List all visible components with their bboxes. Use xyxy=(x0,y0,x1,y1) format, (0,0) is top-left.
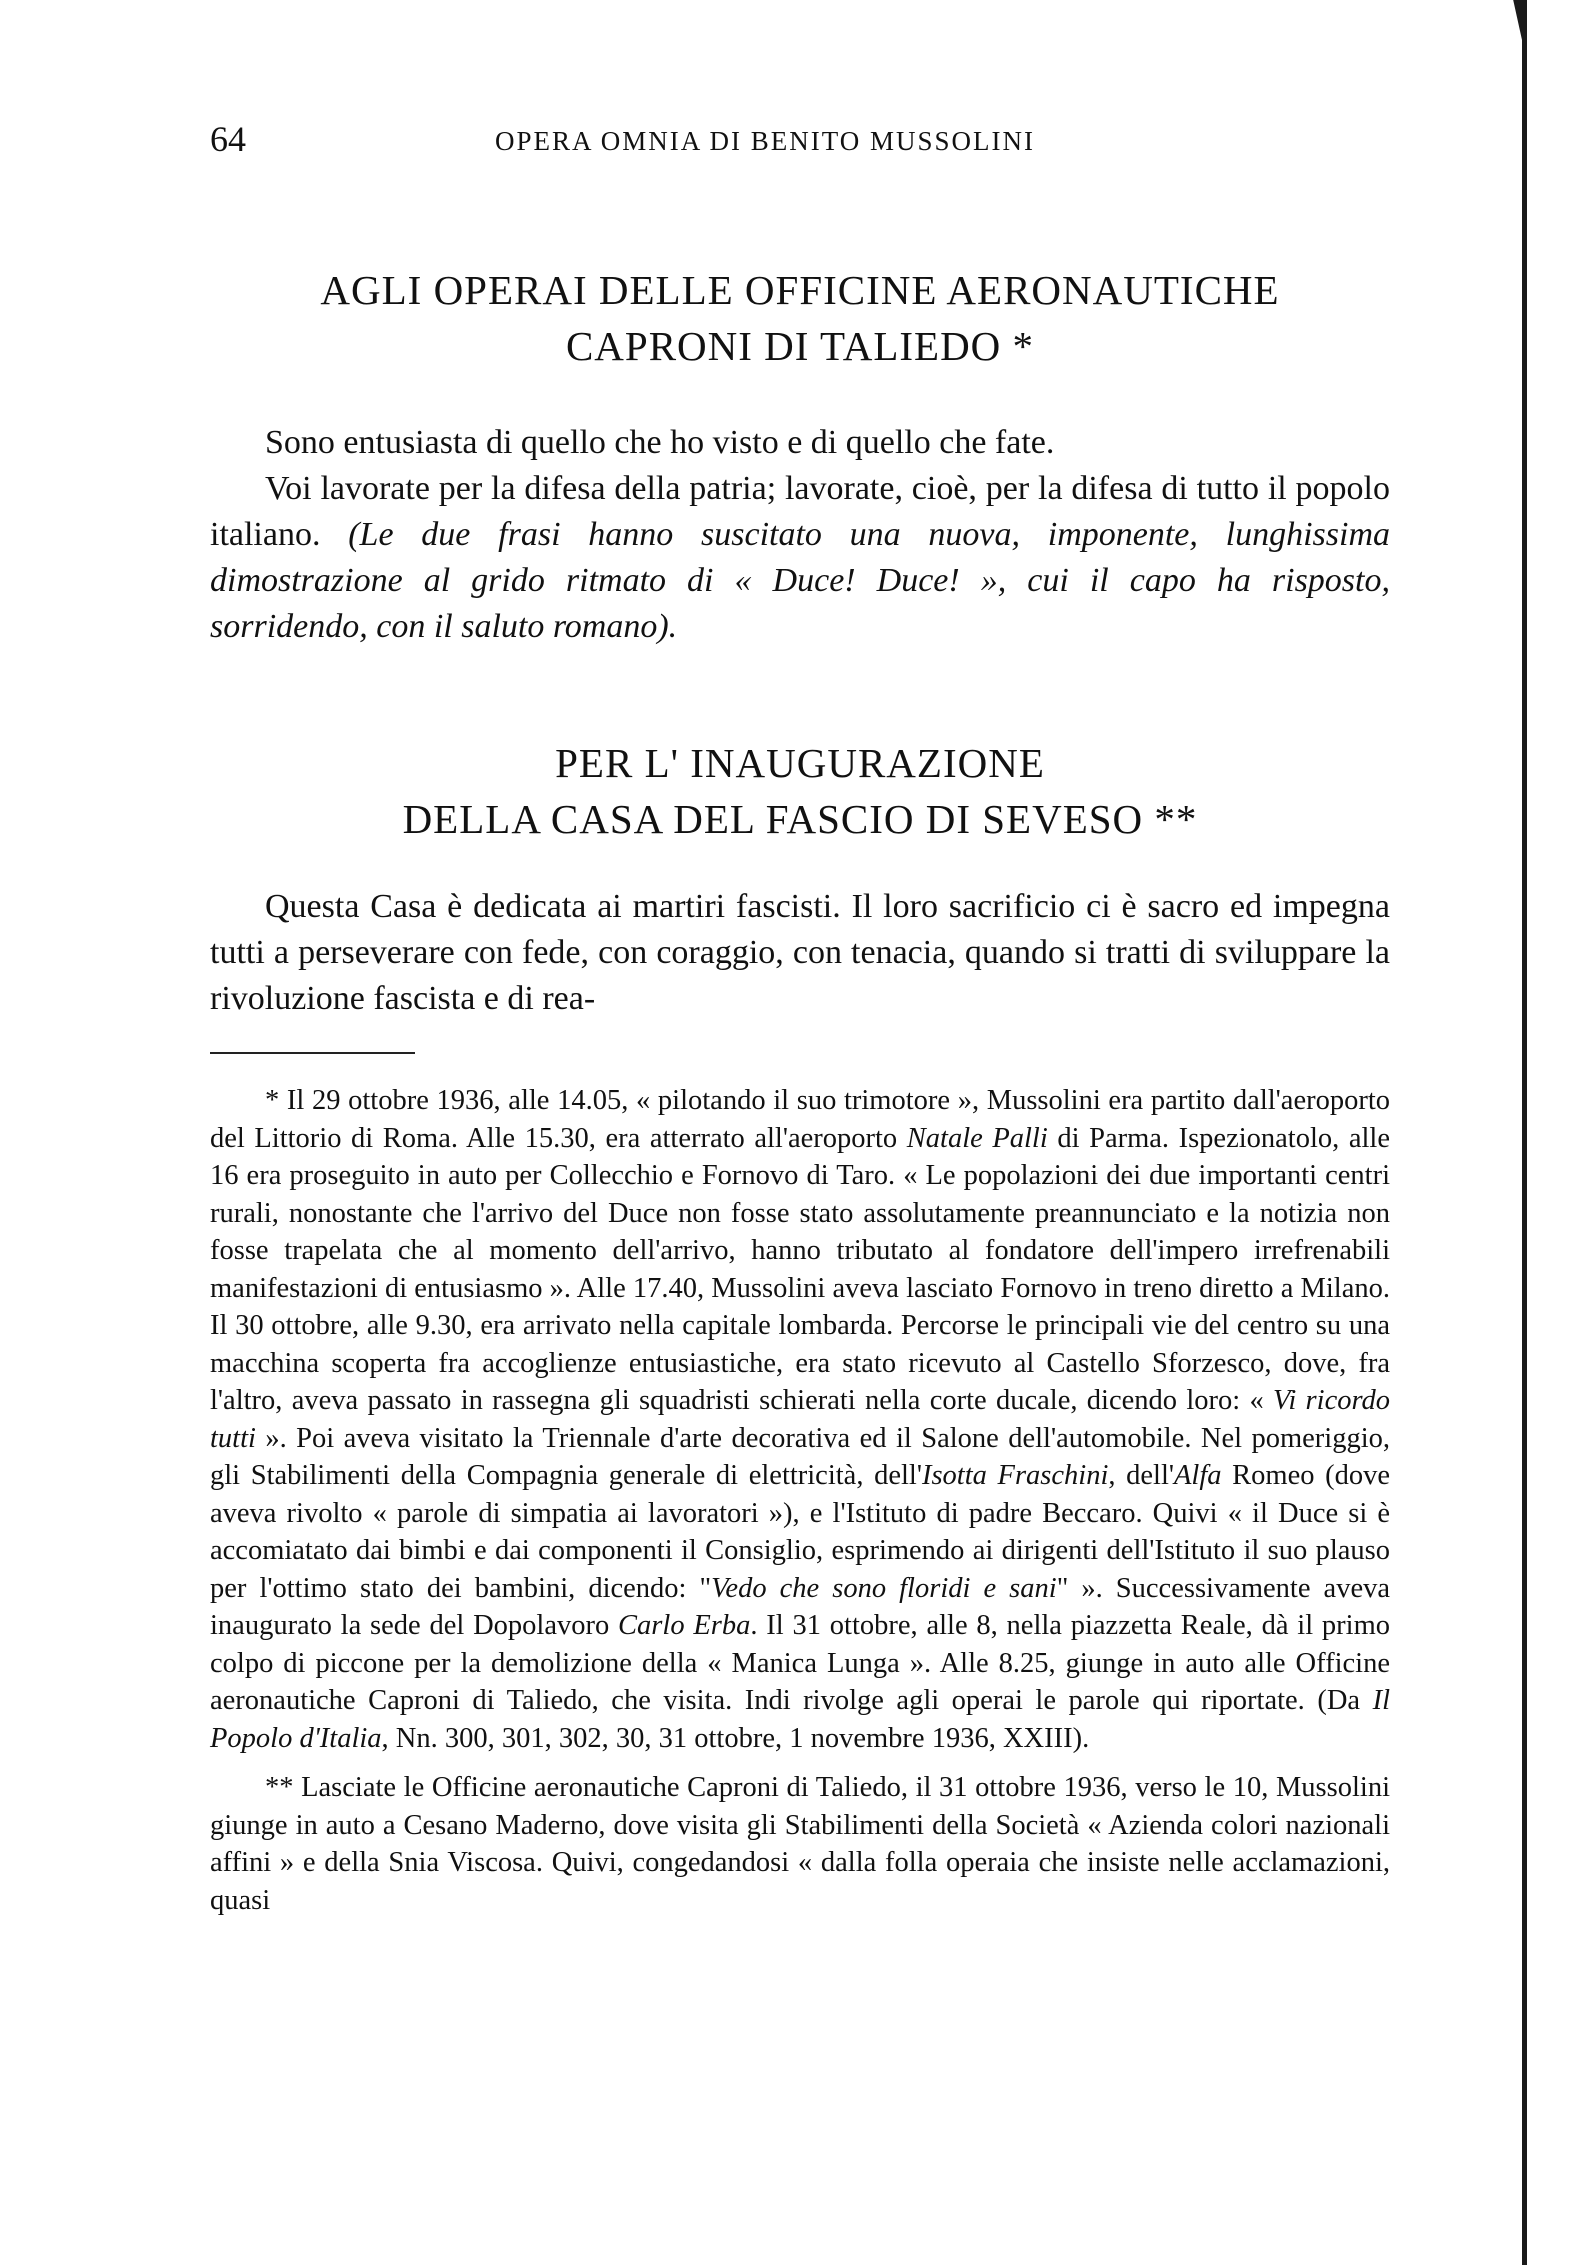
footnote-italic: Natale Palli xyxy=(906,1122,1048,1154)
footnote-text: . Il 31 ottobre, alle 8, nella piazzetta Reale, dà il primo colpo di piccone per la demolizione della « Manica Lunga ». Alle 8.25, giunge in auto alle Officine aeronautiche Caproni di Taliedo, che visita. Indi rivolge agli operai le parole qui riportate. (Da xyxy=(210,1610,1391,1716)
paragraph-text: Sono entusiasta di quello che ho visto e di quello che fate. xyxy=(265,424,1055,461)
section-title-line: PER L' INAUGURAZIONE xyxy=(555,740,1045,786)
paragraph-text: Voi lavorate per la difesa della patria; lavorate, cioè, per la difesa di tutto il popolo italiano. xyxy=(210,470,1390,553)
footnote-italic: Il Popolo d'Italia xyxy=(210,1685,1390,1754)
footnote-italic: Isotta Fraschini xyxy=(921,1460,1109,1491)
section-title-line: AGLI OPERAI DELLE OFFICINE AERONAUTICHE xyxy=(320,267,1280,313)
section-title-seveso xyxy=(210,735,1390,847)
paragraph xyxy=(210,884,1390,1022)
footnote-2 xyxy=(210,1769,1390,1919)
paragraph-text: Questa Casa è dedicata ai martiri fascisti. Il loro sacrificio ci è sacro ed impegna tutti a perseverare con fede, con coraggio, con tenacia, quando si tratti di sviluppare la rivoluzione fascista e di rea- xyxy=(210,888,1390,1017)
page-edge-shadow xyxy=(1522,0,1527,2265)
footnotes xyxy=(210,1082,1390,1931)
footnote-text: di Parma. Ispezionatolo, alle 16 era proseguito in auto per Collecchio e Fornovo di Taro. « Le popolazioni dei due importanti centri rurali, nonostante che l'arrivo del Duce non fosse stato assolutamente preannunciato e la notizia non fosse trapelata che al momento dell'arrivo, hanno tributato al fondatore dell'impero irrefrenabili manifestazioni di entusiasmo ». Alle 17.40, Mussolini aveva lasciato Fornovo in treno diretto a Milano. Il 30 ottobre, alle 9.30, era arrivato nella capitale lombarda. Percorse le principali vie del centro su una macchina scoperta fra accoglienze entusiastiche, era stato ricevuto al Castello Sforzesco, dove, fra l'altro, aveva passato in rassegna gli squadristi schierati nella corte ducale, dicendo loro: « xyxy=(210,1122,1390,1416)
section-body-seveso xyxy=(210,884,1390,1022)
footnote-italic: Vi ricordo tutti xyxy=(210,1385,1391,1454)
footnote-1 xyxy=(210,1082,1390,1757)
page-header xyxy=(210,118,1390,168)
footnote-text: Romeo (dove aveva rivolto « parole di simpatia ai lavoratori »), e l'Istituto di padre Beccaro. Quivi « il Duce si è accomiatato dai bimbi e dai componenti il Consiglio, esprimendo ai dirigenti dell'Istituto il suo plauso per l'ottimo stato dei bambini, dicendo: " xyxy=(210,1460,1391,1604)
footnote-text: ** Lasciate le Officine aeronautiche Caproni di Taliedo, il 31 ottobre 1936, verso le 10, Mussolini giunge in auto a Cesano Maderno, dove visita gli Stabilimenti della Società « Azienda colori nazionali affini » e della Snia Viscosa. Quivi, congedandosi « dalla folla operaia che insiste nelle acclamazioni, quasi xyxy=(210,1772,1390,1916)
footnote-text: * Il 29 ottobre 1936, alle 14.05, « pilotando il suo trimotore », Mussolini era partito dall'aeroporto del Littorio di Roma. Alle 15.30, era atterrato all'aeroporto xyxy=(210,1085,1390,1154)
footnote-divider xyxy=(210,1052,415,1054)
section-title-caproni xyxy=(210,262,1390,374)
footnote-italic: Carlo Erba xyxy=(618,1610,751,1641)
footnote-italic: Vedo che sono floridi e sani xyxy=(711,1572,1057,1604)
section-title-line: CAPRONI DI TALIEDO * xyxy=(565,323,1035,369)
page-corner-shadow xyxy=(1500,0,1522,40)
paragraph xyxy=(210,420,1390,466)
footnote-text: , dell' xyxy=(1108,1460,1174,1491)
section-title-line: DELLA CASA DEL FASCIO DI SEVESO ** xyxy=(402,796,1198,842)
footnote-italic: Alfa xyxy=(1174,1460,1222,1491)
footnote-text: ». Poi aveva visitato la Triennale d'arte decorativa ed il Salone dell'automobile. Nel pomeriggio, gli Stabilimenti della Compagnia generale di elettricità, dell' xyxy=(210,1422,1390,1491)
paragraph xyxy=(210,466,1390,650)
stage-direction-italic: (Le due frasi hanno suscitato una nuova, imponente, lunghissima dimostrazione al grido ritmato di « Duce! Duce! », cui il capo ha risposto, sorridendo, con il saluto romano). xyxy=(210,516,1390,645)
section-body-caproni xyxy=(210,420,1390,650)
running-title: OPERA OMNIA DI BENITO MUSSOLINI xyxy=(495,126,1036,156)
footnote-text: , Nn. 300, 301, 302, 30, 31 ottobre, 1 novembre 1936, XXIII). xyxy=(381,1722,1090,1754)
page-number: 64 xyxy=(210,119,246,159)
footnote-text: " ». Successivamente aveva inaugurato la sede del Dopolavoro xyxy=(210,1572,1391,1641)
